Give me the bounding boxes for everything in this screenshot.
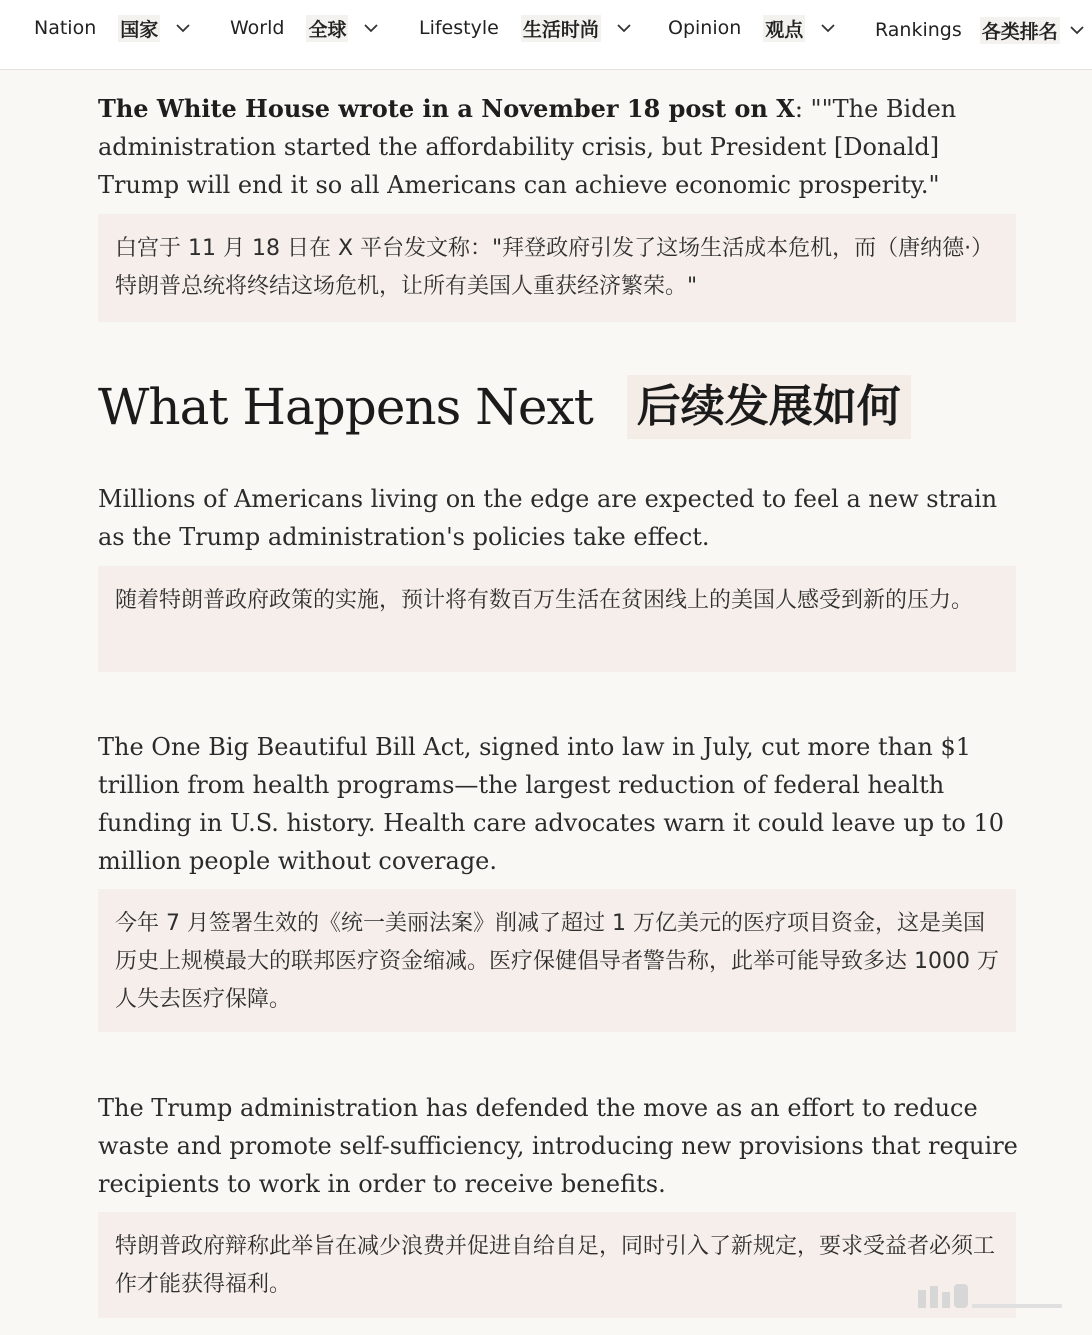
nav-label-zh: 各类排名 <box>980 17 1060 44</box>
section-heading-zh: 后续发展如何 <box>627 375 911 439</box>
chevron-down-icon[interactable] <box>364 22 376 34</box>
translation-box <box>98 566 1016 672</box>
nav-label-en: Lifestyle <box>419 17 499 39</box>
nav-label-zh: 生活时尚 <box>521 15 601 42</box>
nav-label-en: Opinion <box>668 17 742 39</box>
chevron-down-icon[interactable] <box>821 22 833 34</box>
nav-item-world[interactable] <box>230 0 376 56</box>
nav-label-en: World <box>230 17 285 39</box>
nav-item-nation[interactable] <box>34 0 188 56</box>
watermark-logo <box>918 1284 1062 1308</box>
nav-label-en: Nation <box>34 17 97 39</box>
paragraph-en: The Trump administration has defended the move as an effort to reduce waste and promote self-sufficiency, introducing new provisions that require recipients to work in order to receive benefits. <box>98 1094 1018 1198</box>
nav-label-zh: 观点 <box>763 15 805 42</box>
nav-item-opinion[interactable] <box>668 0 833 56</box>
top-navigation <box>0 0 1092 70</box>
nav-label-en: Rankings <box>875 19 962 41</box>
chevron-down-icon[interactable] <box>1070 24 1082 36</box>
quote-attribution: The White House wrote in a November 18 post on X <box>98 94 795 123</box>
section-heading <box>98 372 911 442</box>
quote-text: : ""The Biden administration started the affordability crisis, but President [Donald] Trump will end it so all Americans can achieve economic prosperity." <box>98 95 957 199</box>
nav-item-lifestyle[interactable] <box>419 0 629 56</box>
section-heading-en: What Happens Next <box>98 378 593 436</box>
nav-label-zh: 全球 <box>306 15 348 42</box>
translation-box <box>98 889 1016 1032</box>
translation-box <box>98 214 1016 322</box>
chevron-down-icon[interactable] <box>176 22 188 34</box>
translation-text: 白宫于 11 月 18 日在 X 平台发文称："拜登政府引发了这场生活成本危机，而（唐纳德·）特朗普总统将终结这场危机，让所有美国人重获经济繁荣。" <box>115 236 994 299</box>
translation-text: 特朗普政府辩称此举旨在减少浪费并促进自给自足，同时引入了新规定，要求受益者必须工作才能获得福利。 <box>115 1234 996 1297</box>
chevron-down-icon[interactable] <box>617 22 629 34</box>
nav-label-zh: 国家 <box>118 15 160 42</box>
translation-text: 今年 7 月签署生效的《统一美丽法案》削减了超过 1 万亿美元的医疗项目资金，这是美国历史上规模最大的联邦医疗资金缩减。医疗保健倡导者警告称，此举可能导致多达 1000 万人失去医疗保障。 <box>115 911 999 1012</box>
paragraph-en: Millions of Americans living on the edge are expected to feel a new strain as the Trump administration's policies take effect. <box>98 485 998 551</box>
paragraph-en: The One Big Beautiful Bill Act, signed into law in July, cut more than $1 trillion from health programs—the largest reduction of federal health funding in U.S. history. Health care advocates warn it could leave up to 10 million people without coverage. <box>98 733 1004 875</box>
translation-box <box>98 1212 1016 1318</box>
paragraph-en <box>98 90 1018 204</box>
translation-text: 随着特朗普政府政策的实施，预计将有数百万生活在贫困线上的美国人感受到新的压力。 <box>115 588 974 613</box>
nav-item-rankings[interactable] <box>875 2 1082 58</box>
